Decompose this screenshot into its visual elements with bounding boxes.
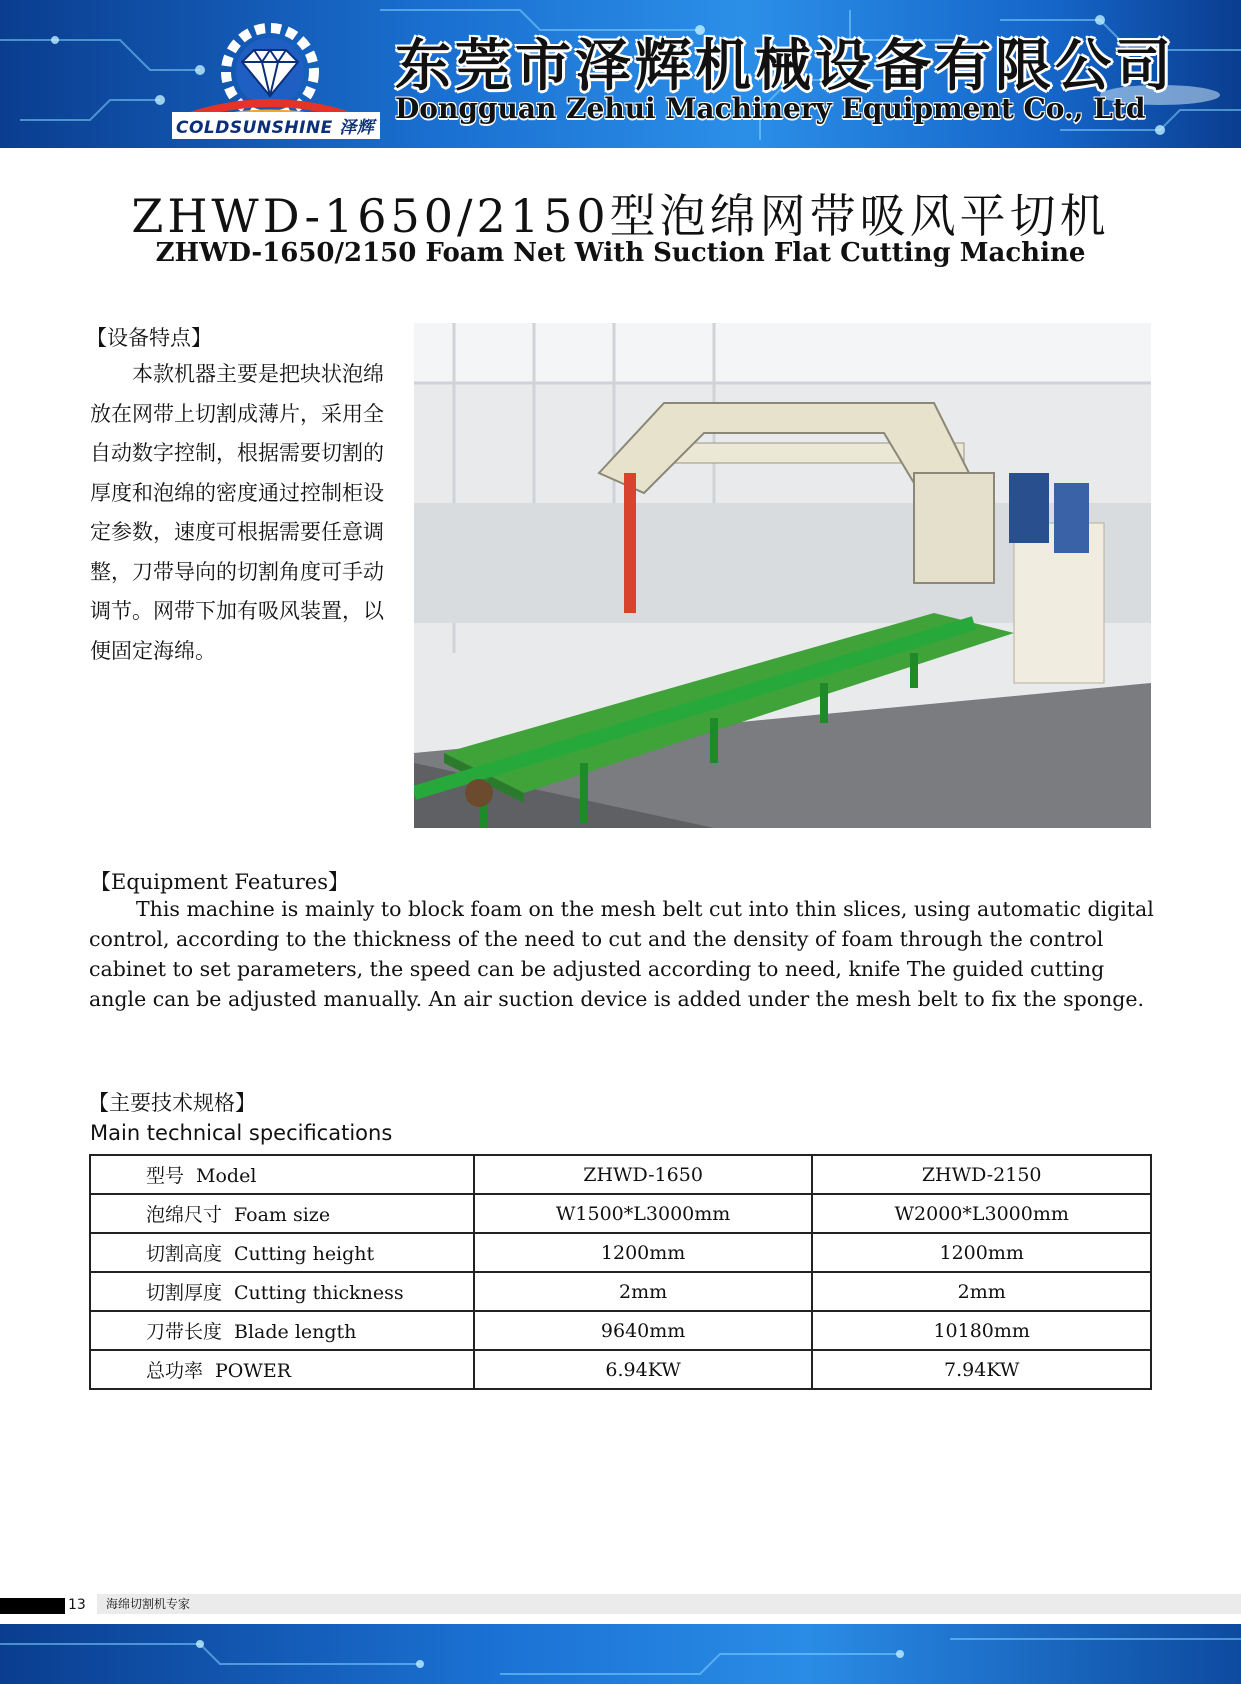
table-row xyxy=(90,1311,1151,1350)
spec-value: 2mm xyxy=(474,1272,813,1311)
specs-heading-en: Main technical specifications xyxy=(90,1121,393,1145)
spec-value: 1200mm xyxy=(474,1233,813,1272)
spec-value: ZHWD-1650 xyxy=(474,1155,813,1194)
company-name-cn: 东莞市泽辉机械设备有限公司 xyxy=(395,33,1175,99)
spec-label-en: Blade length xyxy=(234,1321,357,1343)
spec-value: 1200mm xyxy=(812,1233,1151,1272)
footer-circuit-background xyxy=(0,1624,1241,1684)
spec-value: 6.94KW xyxy=(474,1350,813,1389)
spec-value: W1500*L3000mm xyxy=(474,1194,813,1233)
spec-label xyxy=(90,1311,474,1350)
machine-photo xyxy=(414,323,1151,828)
spec-label xyxy=(90,1350,474,1389)
features-heading-en: 【Equipment Features】 xyxy=(90,870,350,894)
header-banner xyxy=(0,0,1241,148)
spec-label-en: Cutting thickness xyxy=(234,1282,404,1304)
page-number: 13 xyxy=(68,1597,86,1613)
spec-label xyxy=(90,1272,474,1311)
spec-label-cn: 总功率 xyxy=(146,1360,204,1382)
specs-table xyxy=(89,1154,1152,1390)
spec-label-en: Foam size xyxy=(234,1204,331,1226)
spec-label xyxy=(90,1233,474,1272)
footer-label: 海绵切割机专家 xyxy=(97,1594,1241,1614)
page-title-en: ZHWD-1650/2150 Foam Net With Suction Flat Cutting Machine xyxy=(155,238,1086,268)
table-row xyxy=(90,1350,1151,1389)
spec-value: 10180mm xyxy=(812,1311,1151,1350)
features-heading-cn: 【设备特点】 xyxy=(86,326,212,350)
spec-label-en: Model xyxy=(196,1165,257,1187)
spec-label-cn: 切割厚度 xyxy=(146,1282,223,1304)
spec-label-cn: 刀带长度 xyxy=(146,1321,223,1343)
page-title-cn: ZHWD-1650/2150型泡绵网带吸风平切机 xyxy=(131,189,1110,243)
spec-label-en: POWER xyxy=(215,1360,292,1382)
spec-label-en: Cutting height xyxy=(234,1243,375,1265)
spec-value: 2mm xyxy=(812,1272,1151,1311)
spec-value: ZHWD-2150 xyxy=(812,1155,1151,1194)
machine-illustration xyxy=(414,323,1151,828)
features-body-en: This machine is mainly to block foam on the mesh belt cut into thin slices, using automatic digital control, according to the thickness of the need to cut and the density of foam through the control cabinet to set parameters, the speed can be adjusted according to need, knife The guided cutting angle can be adjusted manually. An air suction device is added under the mesh belt to fix the sponge. xyxy=(89,897,1154,1011)
spec-value: 9640mm xyxy=(474,1311,813,1350)
specs-heading-cn: 【主要技术规格】 xyxy=(88,1091,256,1115)
table-row xyxy=(90,1272,1151,1311)
spec-label xyxy=(90,1194,474,1233)
table-row xyxy=(90,1155,1151,1194)
spec-label-cn: 型号 xyxy=(146,1165,185,1187)
logo-text: COLDSUNSHINE 泽辉 xyxy=(172,112,380,139)
table-row xyxy=(90,1233,1151,1272)
spec-label-cn: 泡绵尺寸 xyxy=(146,1204,223,1226)
spec-label-cn: 切割高度 xyxy=(146,1243,223,1265)
spec-value: W2000*L3000mm xyxy=(812,1194,1151,1233)
footer-black-bar xyxy=(0,1598,65,1614)
table-row xyxy=(90,1194,1151,1233)
spec-value: 7.94KW xyxy=(812,1350,1151,1389)
company-name-en: Dongguan Zehui Machinery Equipment Co., Ltd xyxy=(395,92,1146,125)
features-body-cn: 本款机器主要是把块状泡绵放在网带上切割成薄片，采用全自动数字控制，根据需要切割的厚度和泡绵的密度通过控制柜设定参数，速度可根据需要任意调整，刀带导向的切割角度可手动调节。网带下加有吸风装置，以便固定海绵。 xyxy=(90,362,384,663)
spec-label xyxy=(90,1155,474,1194)
footer-banner xyxy=(0,1624,1241,1684)
